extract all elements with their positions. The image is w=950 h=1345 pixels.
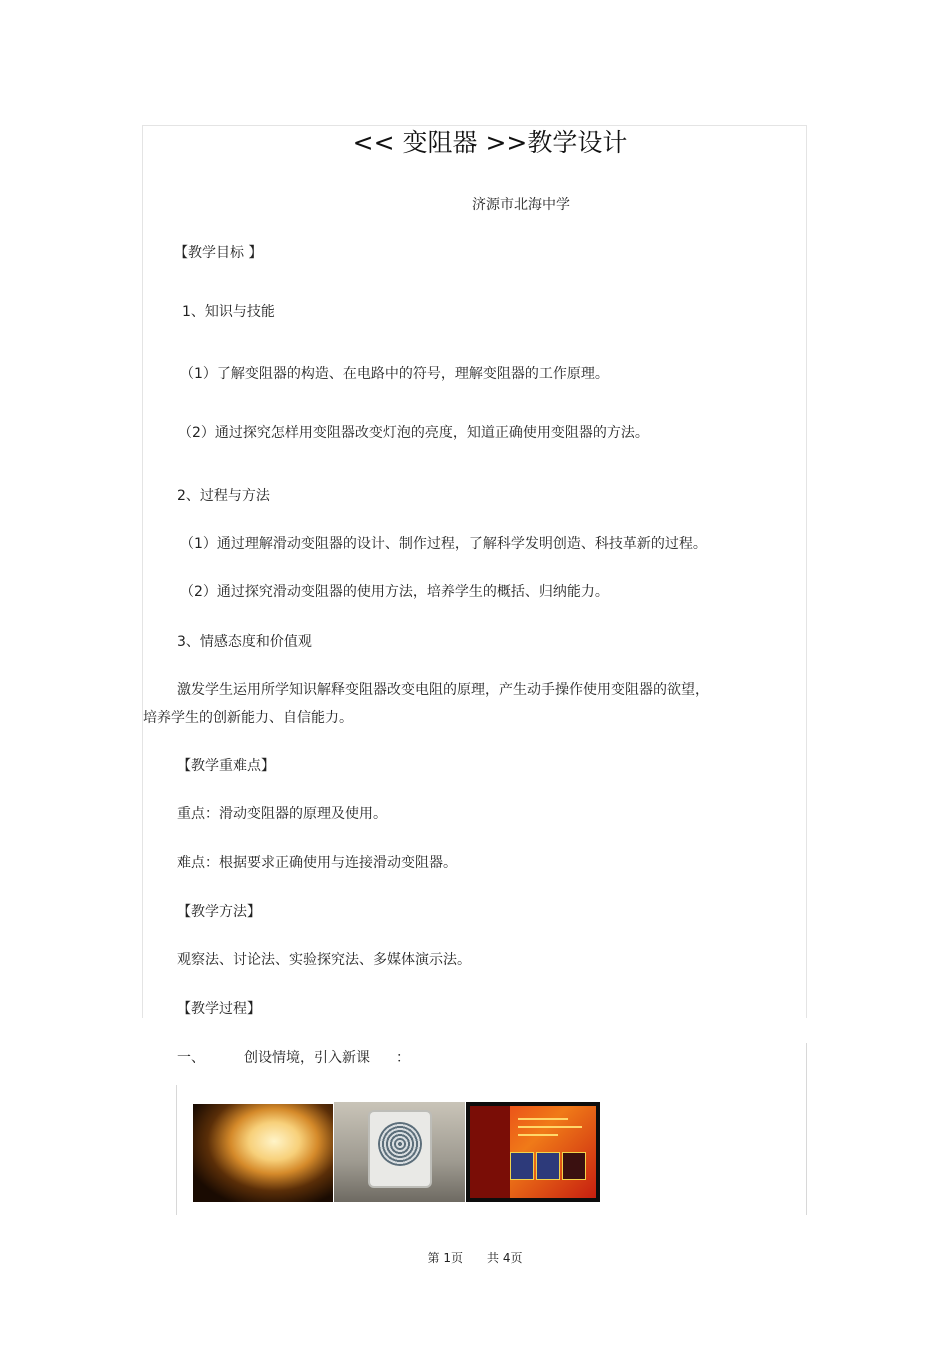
fan-photo <box>334 1102 465 1202</box>
screen-text-line <box>518 1126 582 1128</box>
goal-paragraph-line: 激发学生运用所学知识解释变阻器改变电阻的原理，产生动手操作使用变阻器的欲望， <box>177 682 709 698</box>
section-heading-process: 【教学过程】 <box>177 1001 261 1017</box>
school-name: 济源市北海中学 <box>472 197 570 213</box>
step-colon: ： <box>396 1050 410 1066</box>
methods-text: 观察法、讨论法、实验探究法、多媒体演示法。 <box>177 952 471 968</box>
key-point: 重点：滑动变阻器的原理及使用。 <box>177 806 387 822</box>
screen-thumbnail <box>562 1152 586 1180</box>
page-frame-left-line <box>176 1085 177 1215</box>
goal-item: （1）了解变阻器的构造、在电路中的符号，理解变阻器的工作原理。 <box>180 366 609 382</box>
goal-heading-knowledge: 1、知识与技能 <box>182 304 275 320</box>
document-title: << 变阻器 >>教学设计 <box>352 128 628 157</box>
page-footer <box>0 1249 950 1267</box>
section-heading-keypoints: 【教学重难点】 <box>177 758 275 774</box>
goal-paragraph-line: 培养学生的创新能力、自信能力。 <box>143 710 353 726</box>
page-total: 共 4页 <box>487 1251 523 1265</box>
goal-heading-process: 2、过程与方法 <box>177 488 270 504</box>
goal-item: （2）通过探究滑动变阻器的使用方法，培养学生的概括、归纳能力。 <box>180 584 609 600</box>
step-number: 一、 <box>177 1050 205 1066</box>
lamp-photo <box>193 1104 333 1202</box>
screen-text-line <box>518 1118 568 1120</box>
tv-screen-photo <box>466 1102 600 1202</box>
goal-heading-attitude: 3、情感态度和价值观 <box>177 634 312 650</box>
step-title: 创设情境，引入新课 <box>244 1050 370 1066</box>
section-heading-methods: 【教学方法】 <box>177 904 261 920</box>
difficult-point: 难点：根据要求正确使用与连接滑动变阻器。 <box>177 855 457 871</box>
fan-grill-icon <box>378 1122 422 1166</box>
screen-text-line <box>518 1134 558 1136</box>
screen-band <box>470 1106 510 1198</box>
screen-thumbnail <box>536 1152 560 1180</box>
section-heading-goals: 【教学目标 】 <box>174 245 263 261</box>
goal-item: （2）通过探究怎样用变阻器改变灯泡的亮度，知道正确使用变阻器的方法。 <box>178 425 649 441</box>
goal-item: （1）通过理解滑动变阻器的设计、制作过程，了解科学发明创造、科技革新的过程。 <box>180 536 707 552</box>
page-frame-right-line <box>806 1043 807 1215</box>
page-number: 第 1页 <box>427 1251 463 1265</box>
screen-thumbnail <box>510 1152 534 1180</box>
